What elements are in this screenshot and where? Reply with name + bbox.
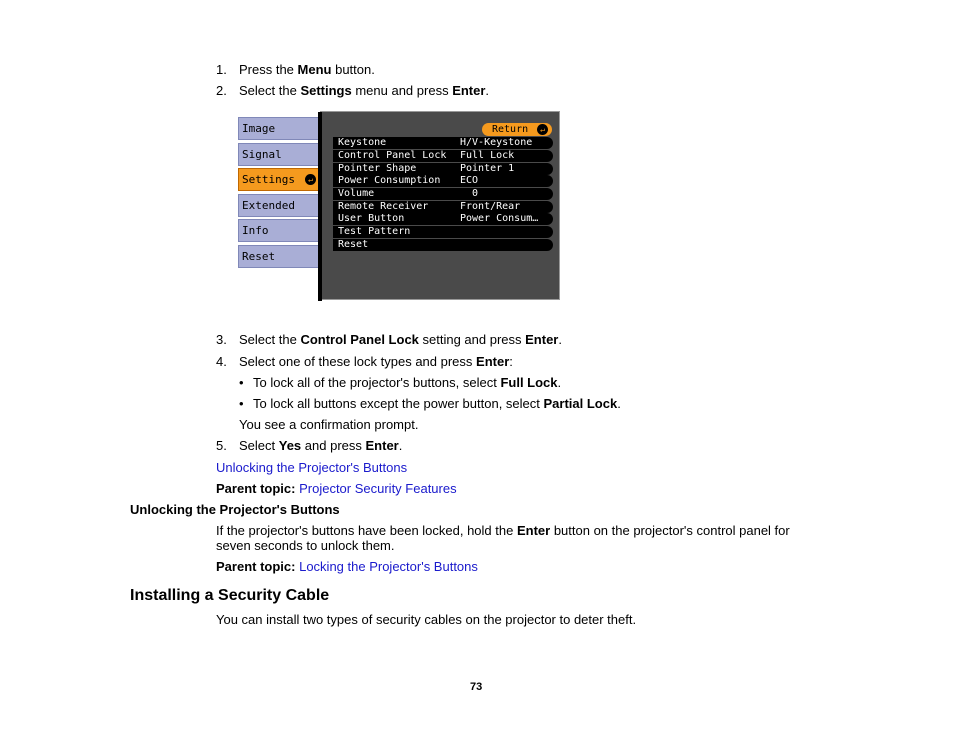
parent-topic-label: Parent topic:	[216, 559, 296, 574]
parent-topic-label: Parent topic:	[216, 481, 296, 496]
security-cable-heading: Installing a Security Cable	[130, 587, 330, 604]
step-number: 1.	[216, 62, 227, 77]
menu-row-power-consumption[interactable]: Power Consumption ECO	[333, 175, 553, 187]
menu-row-reset[interactable]: Reset	[333, 239, 553, 251]
unlocking-body-line-1: If the projector's buttons have been locked, hold the Enter button on the projector's control panel for	[216, 523, 790, 538]
menu-row-keystone[interactable]: Keystone H/V-Keystone	[333, 137, 553, 149]
menu-tab-reset[interactable]: Reset	[238, 245, 320, 268]
unlocking-heading: Unlocking the Projector's Buttons	[130, 502, 340, 517]
step-number: 5.	[216, 438, 227, 453]
menu-keyword: Menu	[297, 62, 332, 77]
step-number: 4.	[216, 354, 227, 369]
return-button[interactable]: Return ↵	[482, 123, 552, 136]
menu-row-remote-receiver[interactable]: Remote Receiver Front/Rear	[333, 201, 553, 213]
menu-tab-image[interactable]: Image	[238, 117, 320, 140]
security-cable-body: You can install two types of security cables on the projector to deter theft.	[216, 612, 637, 627]
menu-tab-info[interactable]: Info	[238, 219, 320, 242]
confirmation-text: You see a confirmation prompt.	[239, 417, 419, 432]
projector-settings-menu	[238, 111, 560, 300]
parent-topic-1	[216, 481, 457, 496]
bullet-icon: •	[239, 375, 244, 390]
menu-row-user-button[interactable]: User Button Power Consum…	[333, 213, 553, 225]
menu-tab-settings[interactable]: Settings ↵	[238, 168, 320, 191]
step-number: 2.	[216, 83, 227, 98]
bullet-icon: •	[239, 396, 244, 411]
menu-tab-extended[interactable]: Extended	[238, 194, 320, 217]
projector-security-features-link[interactable]: Projector Security Features	[299, 481, 457, 496]
locking-buttons-link[interactable]: Locking the Projector's Buttons	[299, 559, 478, 574]
menu-row-volume[interactable]: Volume 0	[333, 188, 553, 200]
unlocking-link[interactable]: Unlocking the Projector's Buttons	[216, 460, 408, 475]
menu-row-pointer-shape[interactable]: Pointer Shape Pointer 1	[333, 163, 553, 175]
enter-icon: ↵	[305, 174, 316, 185]
unlocking-body-line-2: seven seconds to unlock them.	[216, 538, 395, 553]
step-number: 3.	[216, 332, 227, 347]
menu-tab-signal[interactable]: Signal	[238, 143, 320, 166]
menu-row-control-panel-lock[interactable]: Control Panel Lock Full Lock	[333, 150, 553, 162]
parent-topic-2	[216, 559, 478, 574]
settings-panel	[320, 111, 560, 300]
menu-row-test-pattern[interactable]: Test Pattern	[333, 226, 553, 238]
page-number: 73	[470, 681, 483, 693]
enter-icon: ↵	[537, 124, 548, 135]
panel-divider	[318, 112, 322, 301]
